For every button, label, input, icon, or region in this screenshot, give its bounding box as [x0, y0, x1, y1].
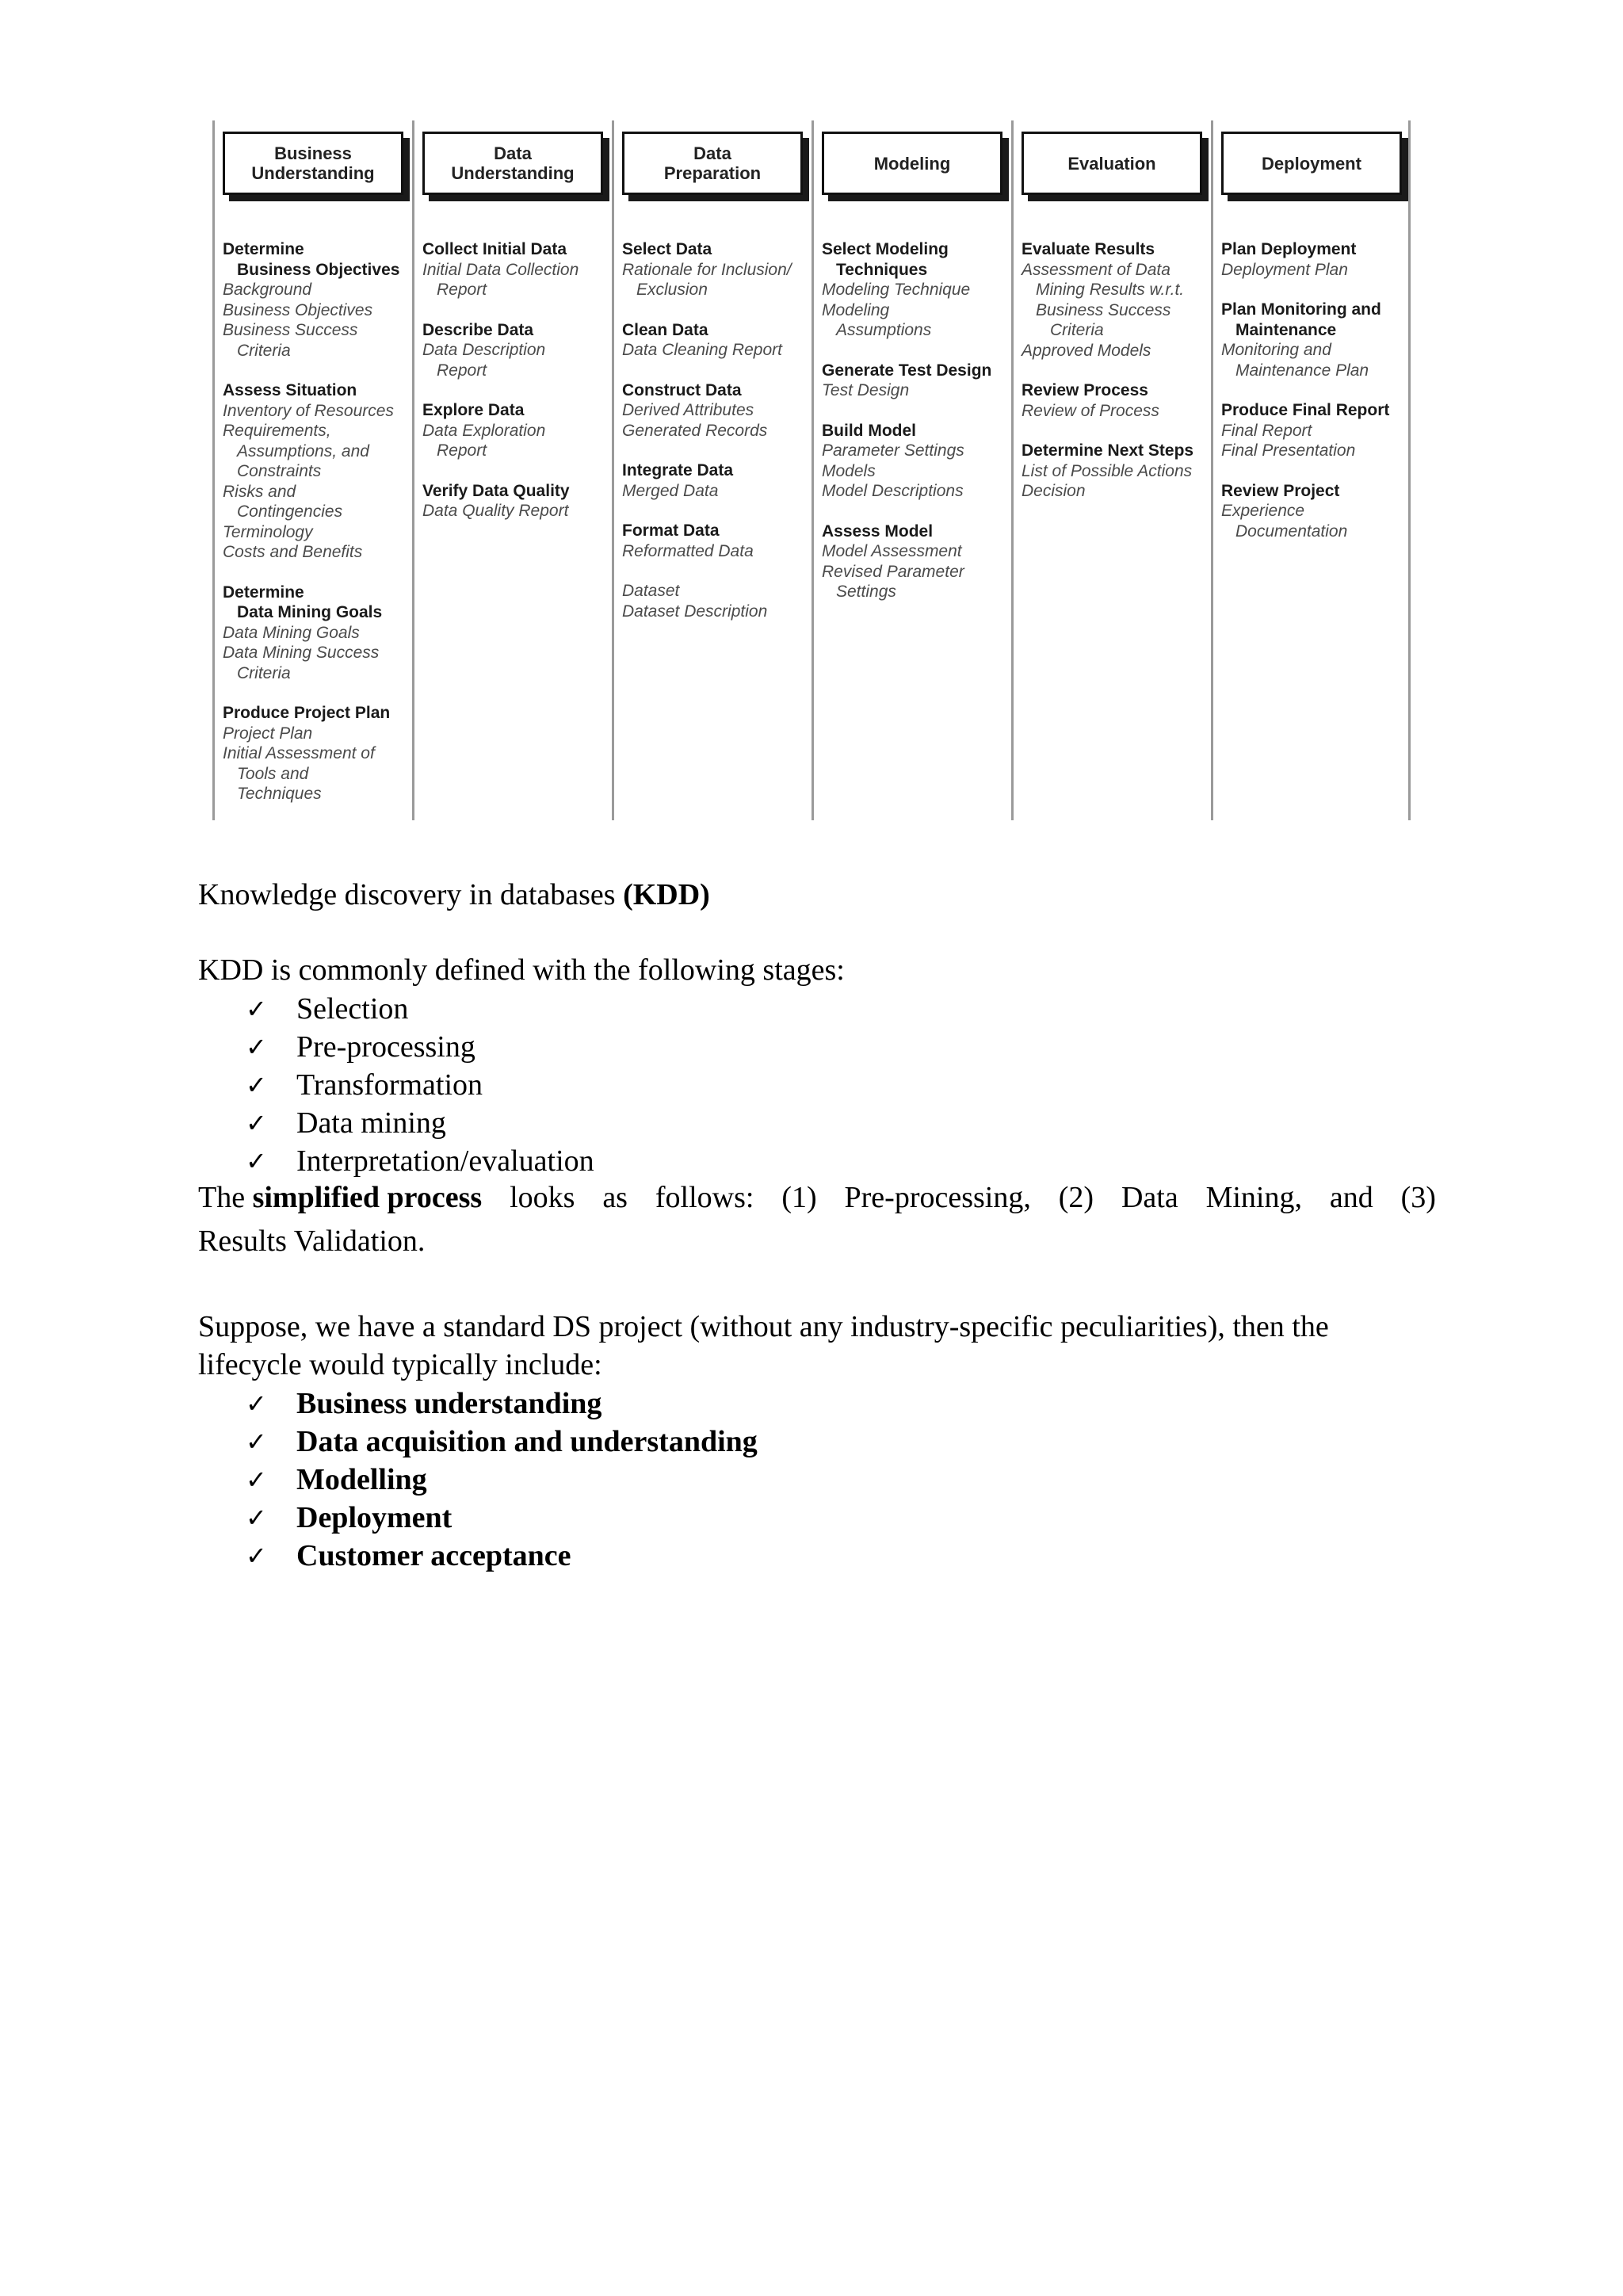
simplified-process-lead: [198, 1179, 482, 1217]
generic-task: [422, 400, 613, 461]
task-output: Merged Data: [622, 481, 719, 500]
list-item: [246, 1142, 594, 1180]
generic-task: [223, 703, 413, 804]
task-title: Evaluate Results: [1022, 240, 1155, 258]
generic-task: [822, 521, 1012, 602]
task-output: Generated Records: [622, 421, 768, 440]
list-item-text: Business understanding: [296, 1387, 602, 1420]
generic-task: [422, 239, 613, 300]
task-title: Describe Data: [422, 320, 534, 339]
phase-column: [212, 120, 412, 820]
task-title: Format Data: [622, 521, 720, 540]
simplified-word: as: [602, 1181, 628, 1214]
generic-task: [622, 460, 812, 501]
kdd-heading-text: Knowledge discovery in databases: [198, 878, 624, 911]
list-item-text: Data mining: [296, 1106, 446, 1140]
phase-title: Data Preparation: [622, 132, 803, 195]
task-output: Report: [437, 281, 487, 299]
generic-task: [822, 361, 1012, 401]
phase-title: Data Understanding: [422, 132, 603, 195]
simplified-prefix: The: [198, 1181, 253, 1214]
phase-column: [1011, 120, 1211, 820]
generic-task: [1221, 400, 1411, 461]
phase-title: Evaluation: [1022, 132, 1202, 195]
task-output: Report: [437, 361, 487, 380]
task-output: Project Plan: [223, 724, 313, 743]
task-title: Techniques: [836, 260, 928, 279]
task-output: Test Design: [822, 381, 910, 399]
task-title: Determine Next Steps: [1022, 441, 1194, 460]
simplified-process-line-2: Results Validation.: [198, 1224, 426, 1258]
task-output: Approved Models: [1022, 341, 1151, 360]
task-output: Modeling: [822, 300, 890, 319]
task-title: Assess Situation: [223, 381, 357, 399]
checkmark-icon: ✓: [246, 1427, 267, 1457]
phase-title: Deployment: [1221, 132, 1402, 195]
checkmark-icon: ✓: [246, 1541, 267, 1571]
simplified-word: follows:: [655, 1181, 754, 1214]
task-output: Data Description: [422, 341, 546, 359]
list-item-text: Deployment: [296, 1501, 453, 1534]
task-output: Decision: [1022, 482, 1086, 500]
simplified-process-line: [198, 1179, 1436, 1217]
task-output: Contingencies: [237, 502, 343, 521]
list-item-text: Selection: [296, 992, 409, 1026]
list-item: [246, 1066, 594, 1104]
task-output: Terminology: [223, 522, 313, 541]
simplified-word: (1): [781, 1181, 817, 1214]
generic-task: [622, 581, 812, 621]
task-output: Deployment Plan: [1221, 260, 1348, 279]
task-output: Data Quality Report: [422, 502, 569, 520]
task-output: Costs and Benefits: [223, 543, 363, 561]
task-title: Produce Project Plan: [223, 704, 391, 722]
task-title: Generate Test Design: [822, 361, 992, 380]
task-title: Select Modeling: [822, 240, 949, 258]
task-title: Business Objectives: [237, 260, 400, 279]
task-output: Constraints: [237, 462, 322, 480]
task-output: Assessment of Data: [1022, 260, 1170, 279]
list-item: [246, 1385, 758, 1423]
kdd-heading-abbrev: (KDD): [623, 878, 710, 911]
task-title: Verify Data Quality: [422, 481, 570, 500]
task-output: Maintenance Plan: [1235, 361, 1369, 380]
kdd-heading: [198, 876, 710, 914]
phase-tasks: [422, 239, 613, 541]
list-item: [246, 1537, 758, 1575]
task-title: Select Data: [622, 240, 712, 258]
list-item: [246, 990, 594, 1028]
generic-task: [422, 320, 613, 381]
phase-column: [1211, 120, 1411, 820]
task-output: Background: [223, 281, 312, 299]
task-title: Produce Final Report: [1221, 401, 1390, 419]
checkmark-icon: ✓: [246, 1503, 267, 1533]
task-title: Review Project: [1221, 481, 1340, 500]
task-output: Final Report: [1221, 421, 1312, 440]
task-output: Data Cleaning Report: [622, 341, 782, 359]
task-title: Construct Data: [622, 380, 742, 399]
task-output: Assumptions, and: [237, 441, 369, 460]
task-output: Experience: [1221, 502, 1305, 520]
task-output: Settings: [836, 583, 896, 601]
task-output: Final Presentation: [1221, 441, 1356, 460]
generic-task: [1221, 300, 1411, 380]
task-output: Initial Data Collection: [422, 260, 579, 279]
generic-task: [1022, 441, 1212, 502]
task-output: Assumptions: [836, 321, 932, 339]
ds-intro-line-2: lifecycle would typically include:: [198, 1348, 602, 1381]
list-item-text: Transformation: [296, 1068, 483, 1102]
phase-title: Modeling: [822, 132, 1002, 195]
simplified-word: Mining,: [1205, 1181, 1302, 1214]
task-output: Report: [437, 441, 487, 460]
task-output: Documentation: [1235, 521, 1348, 541]
task-output: Business Objectives: [223, 300, 373, 319]
task-output: Business Success: [1036, 300, 1171, 319]
list-item: [246, 1028, 594, 1066]
simplified-word: (2): [1058, 1181, 1094, 1214]
kdd-stage-list: [246, 990, 594, 1180]
list-item: [246, 1104, 594, 1142]
simplified-bold: simplified process: [252, 1181, 483, 1214]
task-output: Dataset Description: [622, 602, 768, 621]
list-item-text: Data acquisition and understanding: [296, 1425, 758, 1458]
task-output: Parameter Settings: [822, 441, 964, 460]
task-output: Models: [822, 461, 876, 480]
phase-tasks: [622, 239, 812, 641]
task-output: Revised Parameter: [822, 562, 964, 581]
generic-task: [622, 380, 812, 441]
task-output: Review of Process: [1022, 401, 1159, 420]
ds-lifecycle-list: [246, 1385, 758, 1575]
generic-task: [1022, 380, 1212, 421]
task-output: Monitoring and: [1221, 341, 1331, 359]
task-title: Explore Data: [422, 401, 525, 419]
task-output: Model Assessment: [822, 542, 962, 560]
task-output: Business Success: [223, 321, 358, 339]
generic-task: [622, 239, 812, 300]
task-output: Reformatted Data: [622, 541, 754, 560]
task-output: Mining Results w.r.t.: [1036, 281, 1185, 299]
task-output: Modeling Technique: [822, 281, 971, 299]
list-item-text: Modelling: [296, 1463, 427, 1496]
task-output: Techniques: [237, 785, 322, 803]
simplified-word: Pre-processing,: [844, 1181, 1031, 1214]
task-output: List of Possible Actions: [1022, 461, 1193, 480]
task-title: Review Process: [1022, 381, 1148, 399]
list-item-text: Interpretation/evaluation: [296, 1144, 594, 1178]
checkmark-icon: ✓: [246, 1146, 267, 1176]
task-title: Build Model: [822, 421, 916, 440]
task-title: Maintenance: [1235, 320, 1337, 339]
generic-task: [822, 421, 1012, 502]
checkmark-icon: ✓: [246, 1465, 267, 1495]
phase-column: [812, 120, 1011, 820]
generic-task: [422, 481, 613, 521]
task-output: Data Exploration: [422, 421, 546, 440]
checkmark-icon: ✓: [246, 1108, 267, 1138]
generic-task: [1221, 239, 1411, 280]
task-output: Dataset: [622, 582, 680, 600]
task-title: Integrate Data: [622, 461, 734, 479]
task-output: Exclusion: [636, 281, 708, 299]
list-item: [246, 1499, 758, 1537]
list-item-text: Pre-processing: [296, 1030, 475, 1064]
kdd-intro: KDD is commonly defined with the following stages:: [198, 953, 845, 987]
task-output: Data Mining Success: [223, 644, 380, 662]
task-title: Plan Monitoring and: [1221, 300, 1381, 319]
generic-task: [822, 239, 1012, 341]
ds-intro-line-1: Suppose, we have a standard DS project (without any industry-specific peculiarities), then the: [198, 1310, 1329, 1343]
simplified-word: looks: [510, 1181, 575, 1214]
task-output: Tools and: [237, 764, 309, 783]
phase-tasks: [822, 239, 1012, 622]
task-output: Derived Attributes: [622, 401, 754, 419]
task-output: Rationale for Inclusion/: [622, 260, 792, 279]
checkmark-icon: ✓: [246, 1032, 267, 1062]
task-output: Inventory of Resources: [223, 401, 394, 420]
task-output: Risks and: [223, 482, 296, 501]
simplified-word: and: [1329, 1181, 1373, 1214]
task-output: Criteria: [237, 341, 291, 360]
task-title: Plan Deployment: [1221, 240, 1357, 258]
task-output: Data Mining Goals: [223, 623, 360, 642]
generic-task: [223, 239, 413, 361]
phase-tasks: [223, 239, 413, 824]
simplified-word: (3): [1400, 1181, 1436, 1214]
crisp-dm-figure: [212, 120, 1414, 820]
task-title: Determine: [223, 583, 304, 602]
checkmark-icon: ✓: [246, 994, 267, 1024]
generic-task: [622, 320, 812, 361]
generic-task: [223, 380, 413, 563]
generic-task: [622, 521, 812, 561]
task-title: Collect Initial Data: [422, 240, 567, 258]
task-output: Requirements,: [223, 422, 331, 440]
phase-tasks: [1221, 239, 1411, 561]
generic-task: [1221, 481, 1411, 542]
list-item-text: Customer acceptance: [296, 1539, 571, 1572]
simplified-word: Data: [1121, 1181, 1178, 1214]
list-item: [246, 1423, 758, 1461]
task-output: Criteria: [1050, 321, 1104, 339]
checkmark-icon: ✓: [246, 1070, 267, 1100]
phase-column: [412, 120, 612, 820]
task-title: Clean Data: [622, 320, 708, 339]
phase-column: [612, 120, 812, 820]
generic-task: [1022, 239, 1212, 361]
phase-tasks: [1022, 239, 1212, 521]
task-title: Assess Model: [822, 521, 934, 541]
task-title: Data Mining Goals: [237, 603, 383, 621]
checkmark-icon: ✓: [246, 1389, 267, 1419]
phase-title: Business Understanding: [223, 132, 403, 195]
list-item: [246, 1461, 758, 1499]
task-output: Criteria: [237, 663, 291, 682]
task-title: Determine: [223, 240, 304, 258]
generic-task: [223, 583, 413, 684]
task-output: Model Descriptions: [822, 482, 964, 500]
task-output: Initial Assessment of: [223, 744, 375, 762]
